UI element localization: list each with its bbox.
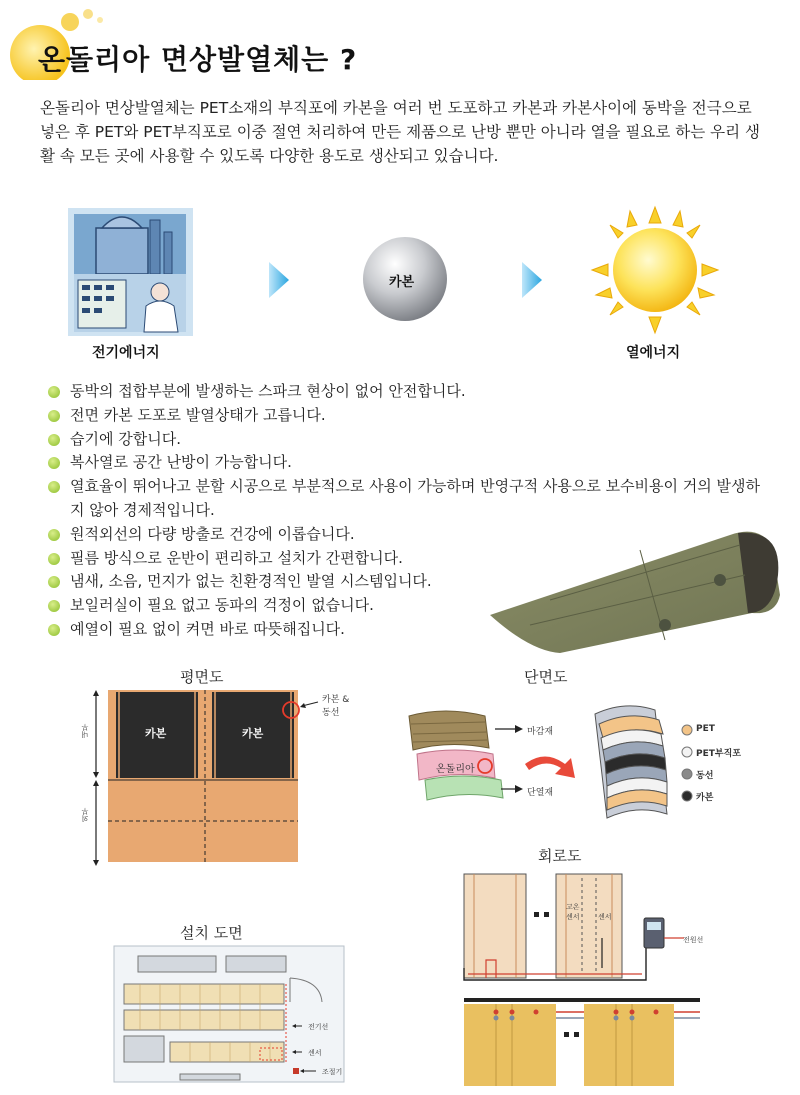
flow-arrow-icon bbox=[518, 258, 546, 302]
circuit-sensor-label: 고온 센서 bbox=[566, 903, 580, 921]
feature-item: 예열이 필요 없이 켜면 바로 따뜻해집니다. bbox=[48, 618, 768, 642]
feature-item: 원적외선의 다량 방출로 건강에 이롭습니다. bbox=[48, 523, 768, 547]
plan-side-label-inner: 내부 bbox=[81, 724, 89, 738]
bullet-icon bbox=[48, 624, 60, 636]
feature-item: 동박의 접합부분에 발생하는 스파크 현상이 없어 안전합니다. bbox=[48, 380, 768, 404]
circuit-sensor-label: 센서 bbox=[598, 913, 612, 921]
section-legend-item: PET부직포 bbox=[696, 749, 741, 759]
install-view-title: 설치 도면 bbox=[180, 924, 243, 942]
feature-item: 냄새, 소음, 먼지가 없는 친환경적인 발열 시스템입니다. bbox=[48, 570, 768, 594]
electric-energy-label: 전기에너지 bbox=[92, 345, 160, 361]
plan-view-title: 평면도 bbox=[180, 668, 224, 686]
bullet-icon bbox=[48, 576, 60, 588]
bullet-icon bbox=[48, 553, 60, 565]
section-legend-item: 동선 bbox=[696, 771, 714, 781]
section-insulation-label: 단열재 bbox=[527, 788, 554, 798]
install-view-diagram bbox=[110, 944, 370, 1086]
feature-item: 복사열로 공간 난방이 가능합니다. bbox=[48, 451, 768, 475]
heat-energy-label: 열에너지 bbox=[626, 345, 681, 361]
feature-item: 습기에 강합니다. bbox=[48, 428, 768, 452]
bullet-icon bbox=[48, 600, 60, 612]
plan-panel-label: 카본 bbox=[242, 727, 264, 740]
circuit-power-label: 전원선 bbox=[683, 936, 704, 944]
section-legend-item: 카본 bbox=[696, 793, 714, 803]
section-finish-label: 마감재 bbox=[527, 727, 554, 737]
circuit-view-diagram bbox=[456, 868, 700, 1088]
install-wire-label: 전기선 bbox=[308, 1023, 329, 1031]
bullet-icon bbox=[48, 481, 60, 493]
section-product-label: 온돌리아 bbox=[436, 764, 475, 775]
bullet-icon bbox=[48, 410, 60, 422]
feature-item: 필름 방식으로 운반이 편리하고 설치가 간편합니다. bbox=[48, 547, 768, 571]
flow-arrow-icon bbox=[265, 258, 293, 302]
plan-panel-label: 카본 bbox=[145, 727, 167, 740]
carbon-label: 카본 bbox=[389, 275, 415, 290]
feature-item: 보일러실이 필요 없고 동파의 걱정이 없습니다. bbox=[48, 594, 768, 618]
page-title: 온돌리아 면상발열체는 ? bbox=[38, 43, 358, 76]
intro-paragraph: 온돌리아 면상발열체는 PET소재의 부직포에 카본을 여러 번 도포하고 카본과 카본사이에 동박을 전극으로 넣은 후 PET와 PET부직포로 이중 절연 처리하여 만든 제품으로 난방 뿐만 아니라 열을 필요로 하는 우리 생활 속 모든 곳에 사용할 수 있도록 다양한 용도로 생산되고 있습니다. bbox=[40, 99, 760, 165]
bullet-icon bbox=[48, 529, 60, 541]
install-sensor-label: 센서 bbox=[308, 1049, 322, 1057]
plan-side-label-outer: 외부 bbox=[81, 808, 89, 822]
plan-callout-label: 카본 & 동선 bbox=[322, 695, 350, 718]
section-view-title: 단면도 bbox=[524, 668, 568, 686]
bullet-icon bbox=[48, 457, 60, 469]
feature-item: 열효율이 뛰어나고 분할 시공으로 부분적으로 사용이 가능하며 반영구적 사용으로 보수비용이 거의 발생하지 않아 경제적입니다. bbox=[48, 475, 768, 523]
bullet-icon bbox=[48, 386, 60, 398]
feature-item: 전면 카본 도포로 발열상태가 고릅니다. bbox=[48, 404, 768, 428]
section-legend-item: PET bbox=[696, 724, 715, 734]
circuit-view-title: 회로도 bbox=[538, 847, 582, 865]
install-controller-label: 조절기 bbox=[322, 1068, 343, 1076]
sun-icon bbox=[590, 205, 720, 335]
bullet-icon bbox=[48, 434, 60, 446]
power-plant-illustration bbox=[68, 208, 193, 336]
heating-film-roll-image bbox=[490, 515, 790, 655]
